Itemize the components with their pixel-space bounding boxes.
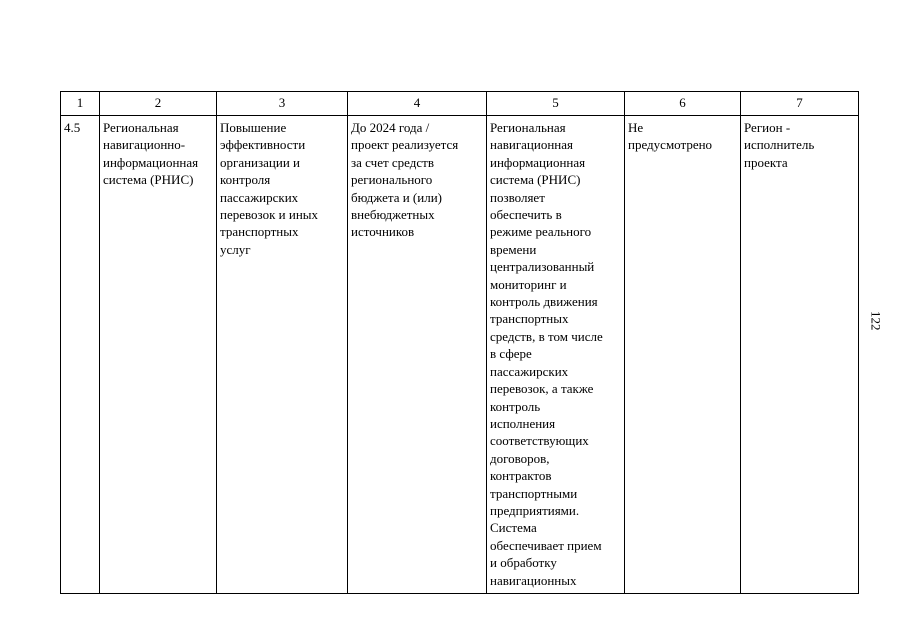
column-header-7: 7: [741, 92, 859, 116]
column-header-6: 6: [625, 92, 741, 116]
provision-cell: Не предусмотрено: [625, 116, 741, 594]
row-number-cell: 4.5: [61, 116, 100, 594]
table-header-row: [61, 92, 859, 116]
description-cell: Региональная навигационная информационная система (РНИС) позволяет обеспечить в режиме реального времени централизованный мониторинг и контроль движения транспортных средств, в том числе в сфере пассажирских перевозок, а также контроль исполнения соответствующих договоров, контрактов транспортными предприятиями. Система обеспечивает прием и обработку навигационных: [487, 116, 625, 594]
column-header-5: 5: [487, 92, 625, 116]
project-goal-cell: Повышение эффективности организации и контроля пассажирских перевозок и иных транспортных услуг: [217, 116, 348, 594]
column-header-3: 3: [217, 92, 348, 116]
page-number: 122: [868, 310, 884, 331]
project-name-cell: Региональная навигационно- информационная система (РНИС): [100, 116, 217, 594]
executor-cell: Регион - исполнитель проекта: [741, 116, 859, 594]
table-row: [61, 116, 859, 594]
financing-cell: До 2024 года / проект реализуется за счет средств регионального бюджета и (или) внебюджетных источников: [348, 116, 487, 594]
column-header-2: 2: [100, 92, 217, 116]
column-header-1: 1: [61, 92, 100, 116]
document-table: [60, 91, 859, 594]
column-header-4: 4: [348, 92, 487, 116]
